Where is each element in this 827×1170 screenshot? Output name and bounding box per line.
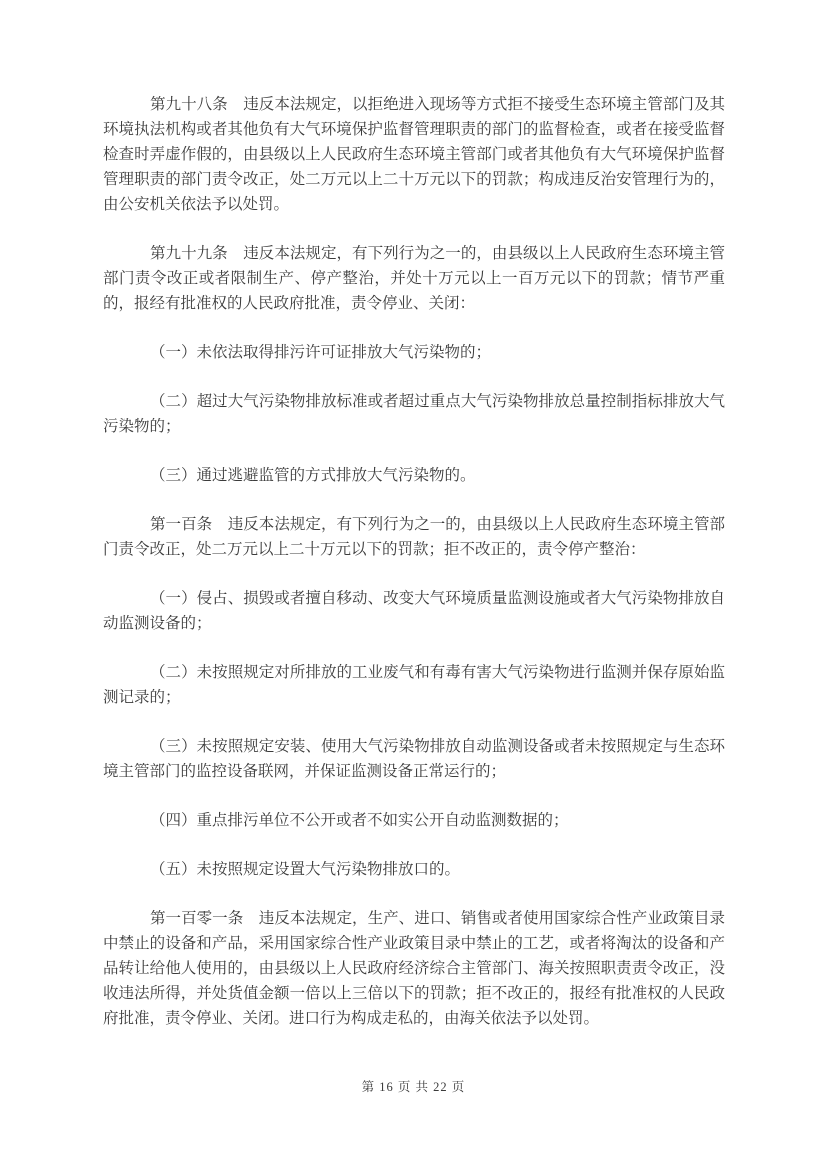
paragraph-article-99-item-2: （二）超过大气污染物排放标准或者超过重点大气污染物排放总量控制指标排放大气污染物的； [103, 393, 725, 435]
paragraph-article-100-item-5: （五）未按照规定设置大气污染物排放口的。 [150, 861, 461, 878]
paragraph-article-99-item-1: （一）未依法取得排污许可证排放大气污染物的； [150, 344, 492, 361]
paragraph-article-100: 第一百条 违反本法规定，有下列行为之一的，由县级以上人民政府生态环境主管部门责令改正，处二万元以上二十万元以下的罚款；拒不改正的，责令停产整治： [103, 516, 725, 558]
paragraph-article-101: 第一百零一条 违反本法规定，生产、进口、销售或者使用国家综合性产业政策目录中禁止的设备和产品，采用国家综合性产业政策目录中禁止的工艺，或者将淘汰的设备和产品转让给他人使用的，由县级以上人民政府经济综合主管部门、海关按照职责责令改正，没收违法所得，并处货值金额一倍以上三倍以下的罚款；拒不改正的，报经有批准权的人民政府批准，责令停业、关闭。进口行为构成走私的，由海关依法予以处罚。 [103, 910, 725, 1027]
paragraph-article-99: 第九十九条 违反本法规定，有下列行为之一的，由县级以上人民政府生态环境主管部门责令改正或者限制生产、停产整治，并处十万元以上一百万元以下的罚款；情节严重的，报经有批准权的人民政府批准，责令停业、关闭： [103, 245, 725, 312]
page-footer [0, 1077, 827, 1095]
paragraph-article-99-item-3: （三）通过逃避监管的方式排放大气污染物的。 [150, 467, 476, 484]
paragraph-article-100-item-4: （四）重点排污单位不公开或者不如实公开自动监测数据的； [150, 812, 569, 829]
paragraph-article-98: 第九十八条 违反本法规定，以拒绝进入现场等方式拒不接受生态环境主管部门及其环境执法机构或者其他负有大气环境保护监督管理职责的部门的监督检查，或者在接受监督检查时弄虚作假的，由县级以上人民政府生态环境主管部门或者其他负有大气环境保护监督管理职责的部门责令改正，处二万元以上二十万元以下的罚款；构成违反治安管理行为的，由公安机关依法予以处罚。 [103, 96, 725, 213]
page-content [103, 92, 725, 1031]
paragraph-article-100-item-2: （二）未按照规定对所排放的工业废气和有毒有害大气污染物进行监测并保存原始监测记录的； [103, 664, 725, 706]
page-number-text: 第 16 页 共 22 页 [361, 1080, 466, 1094]
paragraph-article-100-item-1: （一）侵占、损毁或者擅自移动、改变大气环境质量监测设施或者大气污染物排放自动监测设备的； [103, 590, 725, 632]
paragraph-article-100-item-3: （三）未按照规定安装、使用大气污染物排放自动监测设备或者未按照规定与生态环境主管部门的监控设备联网，并保证监测设备正常运行的； [103, 738, 725, 780]
